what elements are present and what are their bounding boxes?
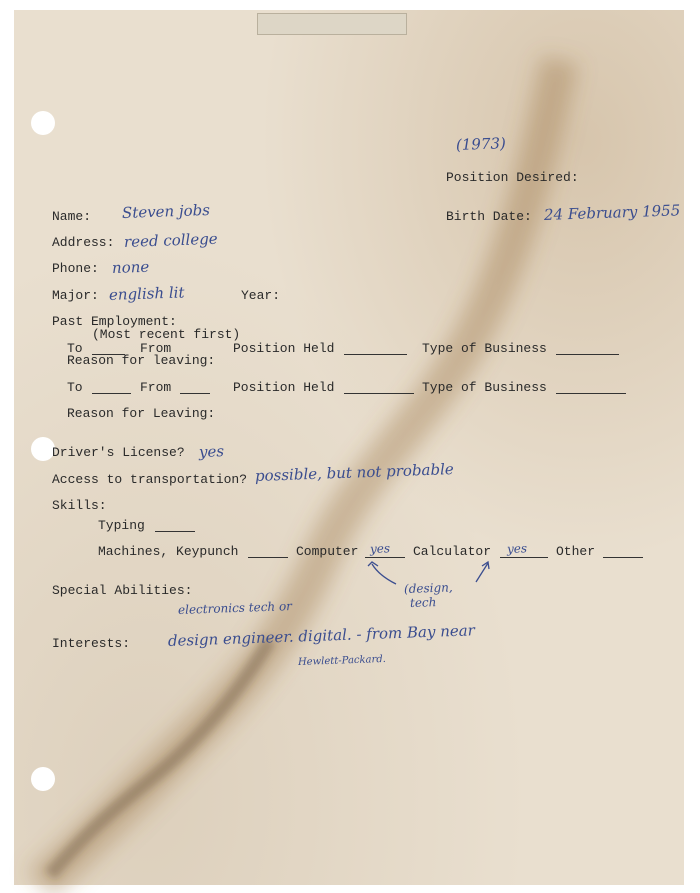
transportation-label: Access to transportation? <box>52 472 248 487</box>
address-value: reed college <box>123 229 218 251</box>
major-value: english lit <box>108 283 185 304</box>
birth-date-value: 24 February 1955 <box>543 201 681 224</box>
major-label: Major: <box>52 288 99 303</box>
computer-value: yes <box>369 541 391 556</box>
punch-hole-bottom <box>31 767 55 791</box>
skills-note-line1: (design, <box>403 580 453 596</box>
calculator-line <box>500 557 548 558</box>
special-abilities-label: Special Abilities: <box>52 583 193 598</box>
year-label: Year: <box>241 288 281 303</box>
calculator-value: yes <box>506 541 528 556</box>
from-label-2: From <box>140 380 172 395</box>
position-held-label-1: Position Held <box>233 341 335 356</box>
punch-hole-top <box>31 111 55 135</box>
to-label-1: To <box>67 341 83 356</box>
address-label: Address: <box>52 235 115 250</box>
transportation-value: possible, but not probable <box>254 460 455 485</box>
drivers-license-value: yes <box>198 442 225 461</box>
to-label-2: To <box>67 380 83 395</box>
business-line-1 <box>556 354 619 355</box>
position-line-1 <box>344 354 407 355</box>
birth-date-label: Birth Date: <box>446 209 532 224</box>
reason-leaving-label-2: Reason for Leaving: <box>67 406 216 421</box>
machines-keypunch-label: Machines, Keypunch <box>98 544 239 559</box>
keypunch-line <box>248 557 288 558</box>
name-value: Steven jobs <box>121 200 211 222</box>
from-label-1: From <box>140 341 172 356</box>
from-line-2 <box>180 393 210 394</box>
business-type-label-1: Type of Business <box>422 341 547 356</box>
interests-label: Interests: <box>52 636 131 651</box>
past-employment-subtitle: (Most recent first) <box>92 327 241 342</box>
business-type-label-2: Type of Business <box>422 380 547 395</box>
tape-strip <box>257 13 407 35</box>
name-label: Name: <box>52 209 92 224</box>
skills-note-line2: tech <box>409 595 437 610</box>
position-held-label-2: Position Held <box>233 380 335 395</box>
skills-title: Skills: <box>52 498 107 513</box>
other-label: Other <box>556 544 596 559</box>
typing-label: Typing <box>98 518 145 533</box>
reason-leaving-label-1: Reason for leaving: <box>67 353 216 368</box>
phone-label: Phone: <box>52 261 99 276</box>
interests-line3: Hewlett-Packard. <box>297 653 387 668</box>
calculator-label: Calculator <box>413 544 492 559</box>
year-note: (1973) <box>455 134 507 154</box>
drivers-license-label: Driver's License? <box>52 445 185 460</box>
interests-line1: electronics tech or <box>177 599 293 617</box>
typing-line <box>155 531 195 532</box>
business-line-2 <box>556 393 626 394</box>
position-line-2 <box>344 393 414 394</box>
past-employment-title: Past Employment: <box>52 314 177 329</box>
computer-label: Computer <box>296 544 359 559</box>
other-line <box>603 557 643 558</box>
to-line-2 <box>92 393 131 394</box>
phone-value: none <box>111 257 150 277</box>
interests-line2: design engineer. digital. - from Bay near <box>167 621 476 650</box>
position-desired-label: Position Desired: <box>446 170 579 185</box>
computer-line <box>365 557 405 558</box>
